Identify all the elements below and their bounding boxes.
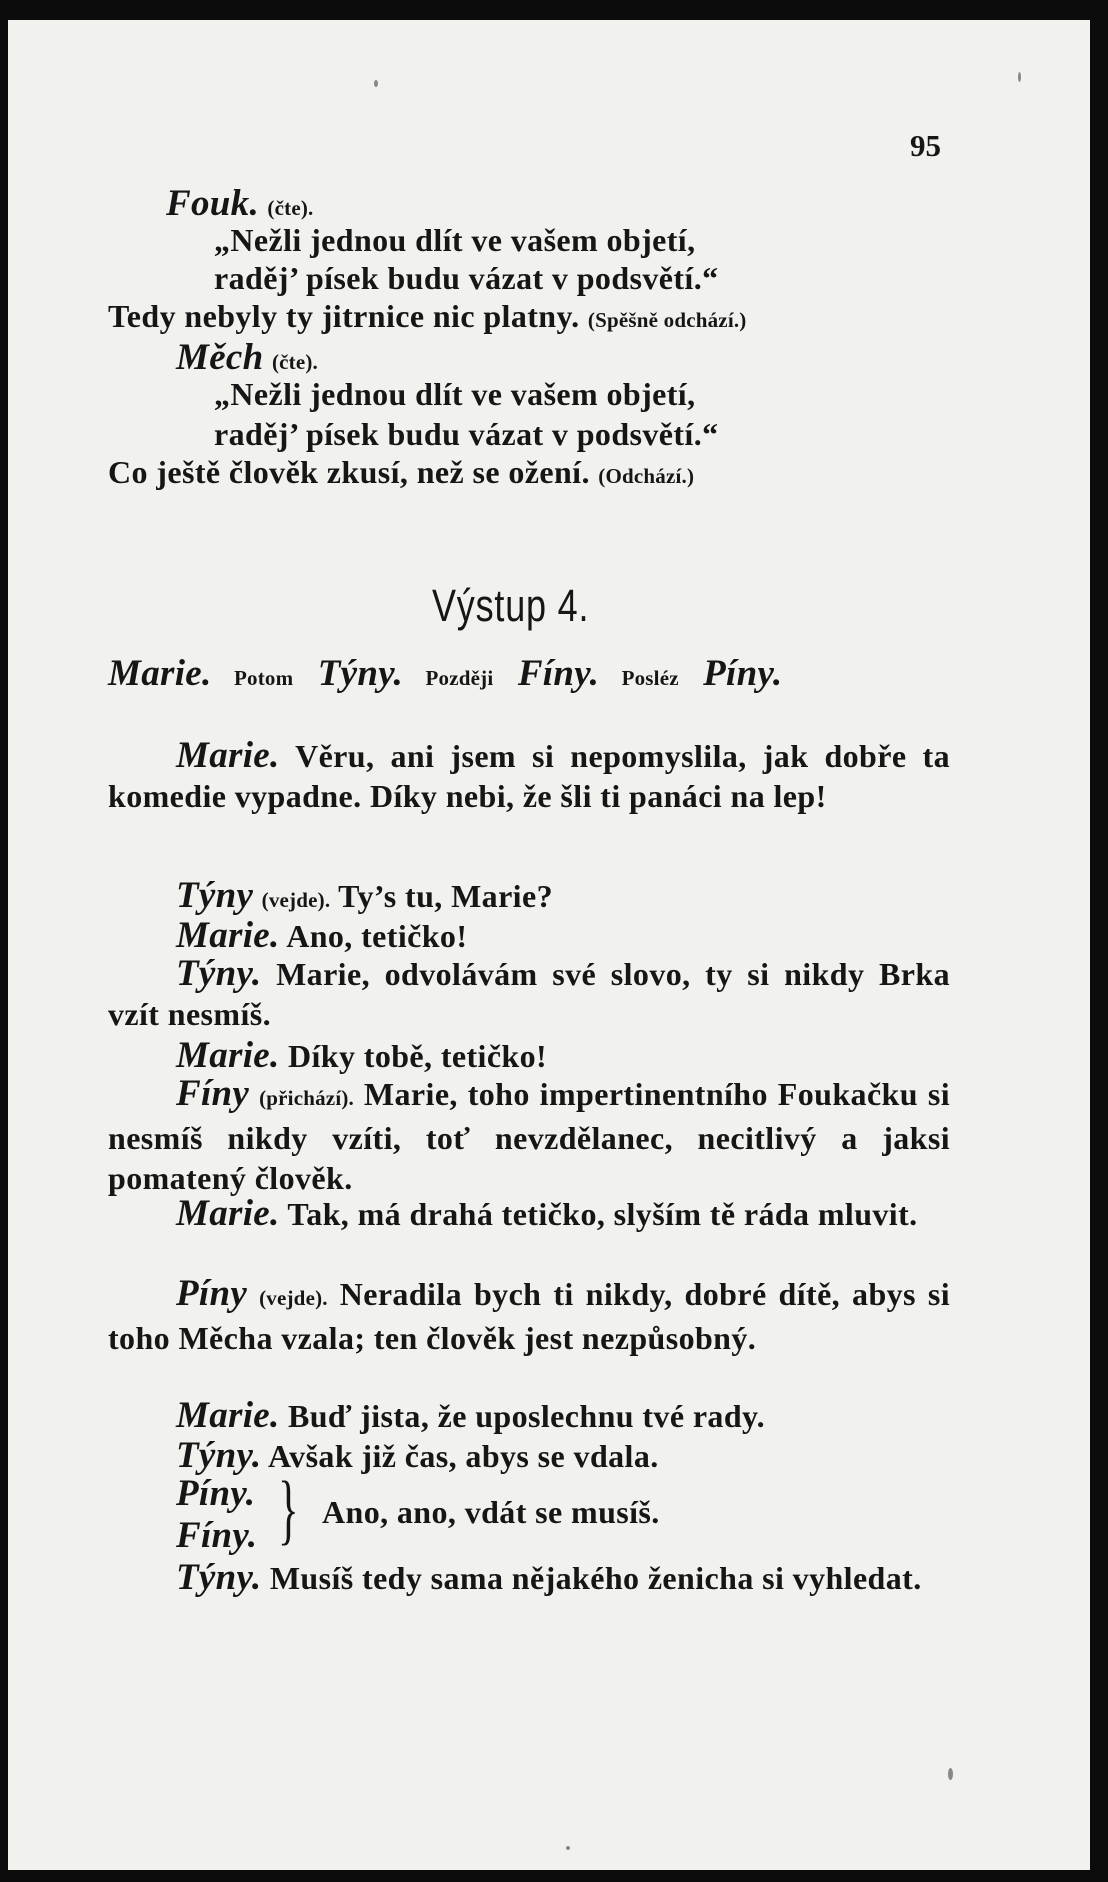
speaker-name: Měch [176, 337, 264, 378]
text-line [108, 454, 694, 491]
speaker-name: Fouk. [166, 183, 260, 224]
cast-name: Fíny. [517, 653, 600, 694]
dialogue-text: Avšak již čas, abys se vdala. [268, 1438, 659, 1474]
stage-direction: (Spěšně odchází.) [587, 308, 747, 332]
speech-fouk [166, 182, 314, 225]
verse-line: „Nežli jednou dlít ve vašem objetí, [214, 222, 696, 258]
dialogue-line [108, 1194, 950, 1234]
dialogue-line [176, 1434, 659, 1477]
speaker-name: Fíny [176, 1073, 250, 1114]
dialogue-text: Marie, odvolávám své slovo, ty si nikdy Brka vzít nesmíš. [108, 956, 950, 1032]
dialogue-text: Buď jista, že uposlechnu tvé rady. [287, 1398, 766, 1434]
dialogue-line [108, 1274, 950, 1358]
cast-name: Marie. [108, 653, 212, 694]
stage-direction: (Odchází.) [598, 464, 695, 488]
verse-line: raděj’ písek budu vázat v podsvětí.“ [214, 260, 719, 296]
stage-direction: (čte). [271, 350, 319, 374]
verse-line: raděj’ písek budu vázat v podsvětí.“ [214, 416, 719, 452]
dialogue-text: Díky tobě, tetičko! [287, 1038, 548, 1074]
cast-note: Později [425, 666, 494, 690]
cast-note: Posléz [621, 666, 679, 690]
speaker-name: Týny. [176, 953, 262, 994]
dialogue-line [176, 1394, 765, 1437]
cast-note: Potom [233, 666, 294, 690]
dialogue-line [176, 874, 553, 917]
paper-speck [566, 1846, 570, 1850]
speaker-name: Marie. [176, 1193, 280, 1234]
speaker-name: Marie. [176, 915, 280, 956]
dialogue-text: Ty’s tu, Marie? [338, 878, 553, 914]
page-number: 95 [910, 128, 941, 163]
cast-name: Píny. [703, 653, 783, 694]
speaker-name: Píny [176, 1273, 248, 1314]
dialogue-text: Musíš tedy sama nějakého ženicha si vyhledat. [269, 1560, 922, 1596]
dialogue-line [108, 736, 950, 816]
line-text: Tedy nebyly ty jitrnice nic platny. [108, 298, 580, 334]
stage-direction: (čte). [267, 196, 314, 220]
paper-speck [948, 1768, 953, 1780]
verse-line: „Nežli jednou dlít ve vašem objetí, [214, 376, 696, 412]
book-page [8, 20, 1090, 1870]
cast-name: Týny. [317, 653, 404, 694]
speaker-name: Týny. [176, 1557, 262, 1598]
dialogue-text: Tak, má drahá tetičko, slyším tě ráda mluvit. [287, 1196, 918, 1232]
speaker-name: Týny [176, 875, 254, 916]
speaker-name: Marie. [176, 1035, 280, 1076]
dialogue-text: Věru, ani jsem si nepomyslila, jak dobře ta komedie vypadne. Díky nebi, že šli ti panáci na lep! [108, 738, 950, 814]
stage-direction: (přichází). [259, 1086, 355, 1110]
stage-direction: (vejde). [259, 1286, 328, 1310]
dialogue-line [108, 954, 950, 1034]
speaker-name: Marie. [176, 735, 280, 776]
paper-speck [374, 80, 378, 87]
dialogue-text: Ano, tetičko! [286, 918, 468, 954]
stage-direction: (vejde). [261, 888, 331, 912]
scene-heading: Výstup 4. [432, 580, 590, 631]
speaker-name: Píny. [176, 1473, 256, 1514]
dialogue-line [176, 1034, 547, 1077]
paper-speck [1018, 72, 1021, 82]
dialogue-line [108, 1074, 950, 1198]
dialogue-text: Neradila bych ti nikdy, dobré dítě, abys si toho Měcha vzala; ten člověk jest nezpůsobný. [108, 1276, 951, 1356]
speaker-name: Týny. [176, 1435, 262, 1476]
speaker-name: Fíny. [176, 1515, 258, 1556]
cast-list [108, 652, 782, 695]
text-line [108, 298, 747, 335]
line-text: Co ještě člověk zkusí, než se ožení. [108, 454, 590, 490]
dialogue-line [176, 914, 467, 957]
speaker-name: Marie. [176, 1395, 280, 1436]
speech-mech [176, 336, 318, 379]
dialogue-text: Marie, toho impertinentního Foukačku si nesmíš nikdy vzíti, toť nevzdělanec, necitlivý a jaksi pomatený člověk. [108, 1076, 950, 1196]
dialogue-line [108, 1558, 950, 1598]
brace: } [278, 1465, 299, 1552]
dialogue-text: Ano, ano, vdát se musíš. [322, 1494, 660, 1530]
